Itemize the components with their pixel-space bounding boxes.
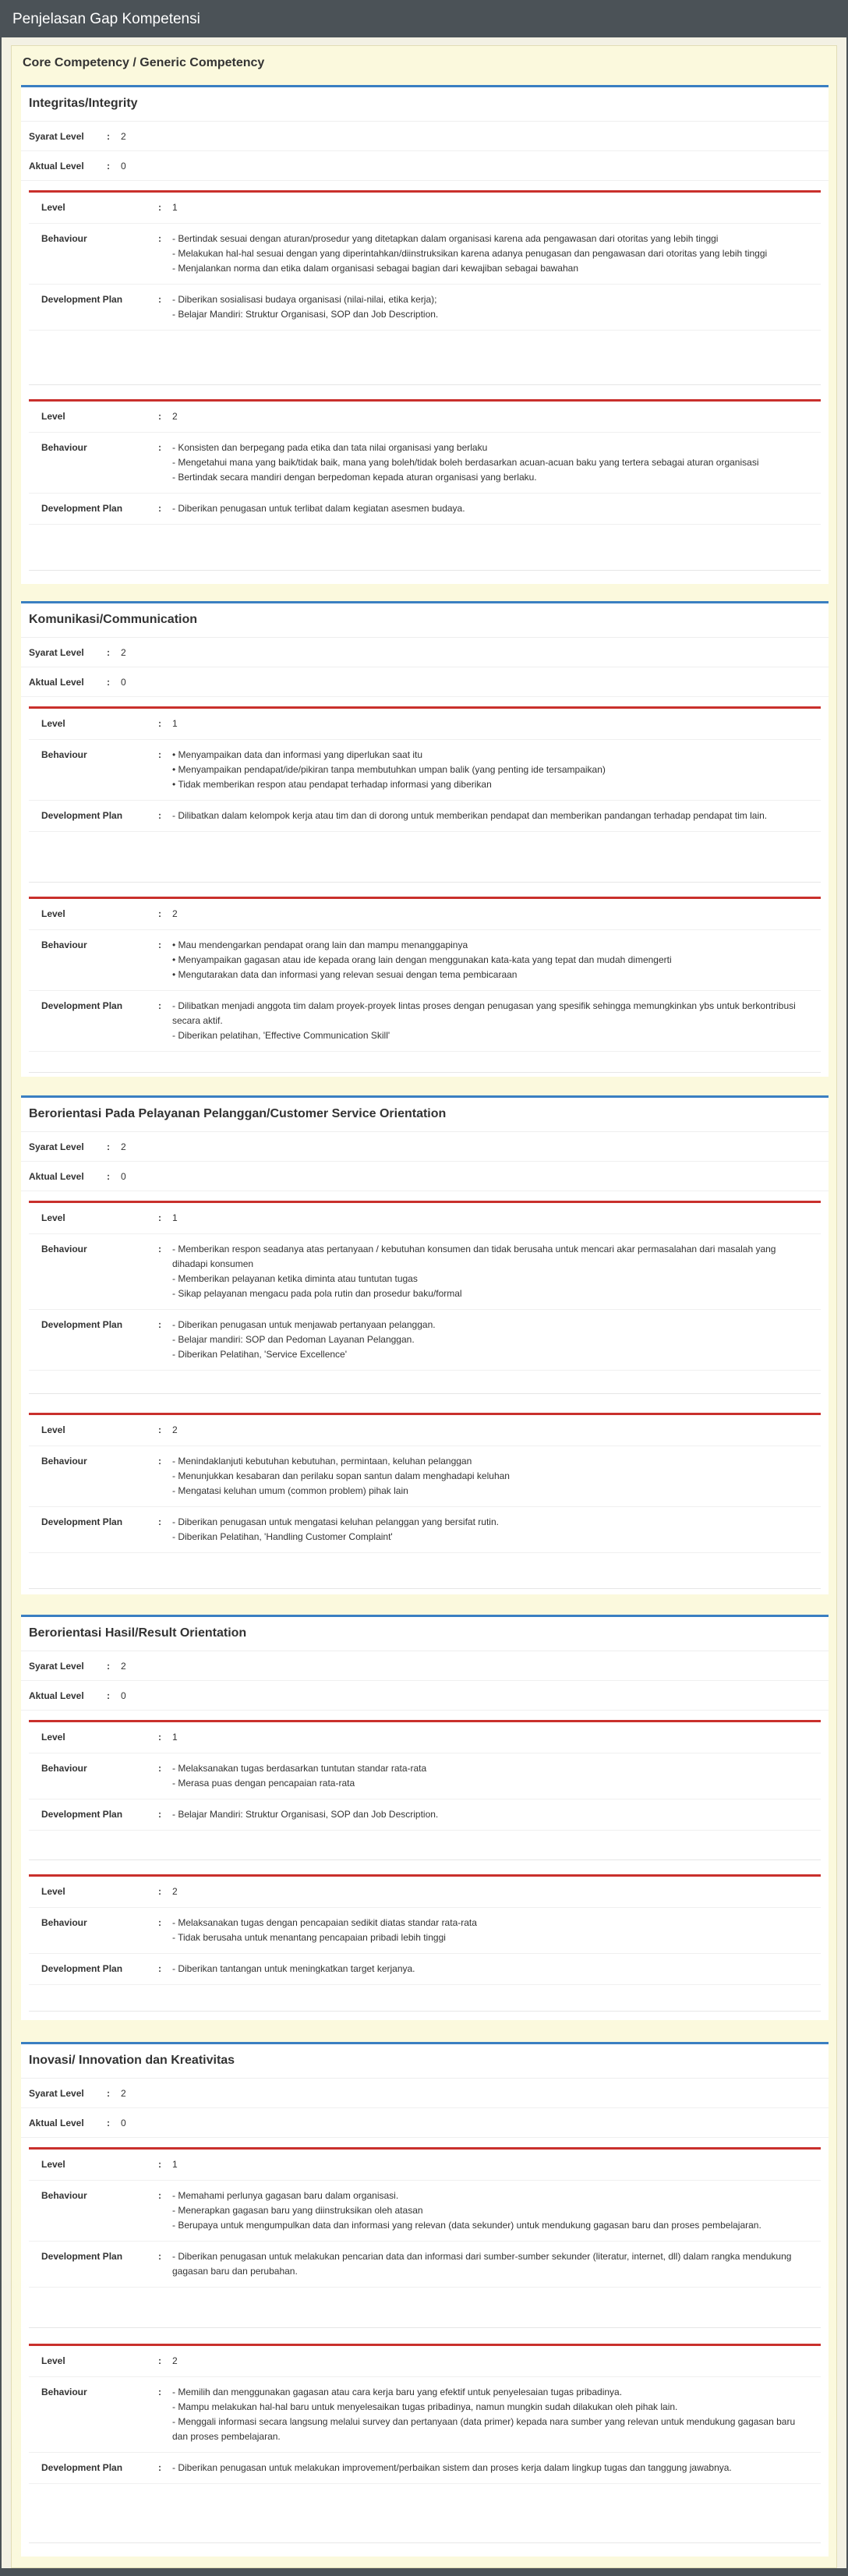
development-plan-value <box>172 2461 821 2475</box>
colon: : <box>158 2462 161 2473</box>
behaviour-value <box>172 2189 821 2233</box>
development-plan-value <box>172 1807 821 1822</box>
colon: : <box>158 503 161 514</box>
level-line: 1 <box>172 718 178 729</box>
development-plan-label: Development Plan <box>41 1000 123 1011</box>
aktual-level-label: Aktual Level <box>29 161 84 172</box>
behaviour-value <box>172 441 821 485</box>
behaviour-row <box>29 433 821 494</box>
development-plan-value <box>172 1318 821 1362</box>
behaviour-line: - Berupaya untuk mengumpulkan data dan informasi yang relevan (data sekunder) untuk mendukung gagasan baru dan proses pembelajaran. <box>172 2220 761 2231</box>
level-line: 1 <box>172 2159 178 2170</box>
colon: : <box>158 1886 161 1897</box>
colon: : <box>158 1809 161 1820</box>
behaviour-value <box>172 748 821 792</box>
level-row <box>29 193 821 224</box>
competency-title: Komunikasi/Communication <box>21 603 829 638</box>
behaviour-label: Behaviour <box>41 442 87 453</box>
colon: : <box>158 2355 161 2366</box>
syarat-level-row <box>21 1132 829 1162</box>
level-label: Level <box>41 718 65 729</box>
aktual-level-row <box>21 151 829 181</box>
behaviour-row <box>29 1446 821 1507</box>
level-value <box>172 1211 821 1226</box>
behaviour-line: • Mengutarakan data dan informasi yang relevan sesuai dengan tema pembicaraan <box>172 969 518 980</box>
window-bottom-bar <box>2 2568 846 2574</box>
development-plan-line: - Belajar Mandiri: Struktur Organisasi, SOP dan Job Description. <box>172 1809 439 1820</box>
level-box <box>29 1413 821 1589</box>
development-plan-line: - Diberikan penugasan untuk menjawab pertanyaan pelanggan. <box>172 1319 436 1330</box>
syarat-level-label: Syarat Level <box>29 647 84 658</box>
aktual-level-value: 0 <box>121 161 126 172</box>
level-value <box>172 2354 821 2369</box>
behaviour-line: • Menyampaikan data dan informasi yang diperlukan saat itu <box>172 749 423 760</box>
behaviour-row <box>29 2181 821 2242</box>
colon: : <box>158 442 161 453</box>
development-plan-label: Development Plan <box>41 503 123 514</box>
behaviour-label: Behaviour <box>41 1244 87 1254</box>
colon: : <box>158 294 161 305</box>
behaviour-line: - Memberikan pelayanan ketika diminta atau tuntutan tugas <box>172 1273 418 1284</box>
level-box <box>29 2147 821 2328</box>
behaviour-label: Behaviour <box>41 1456 87 1467</box>
level-value <box>172 200 821 215</box>
development-plan-row <box>29 1799 821 1831</box>
aktual-level-value: 0 <box>121 1690 126 1701</box>
colon: : <box>107 1661 110 1672</box>
behaviour-value <box>172 2385 821 2444</box>
level-row <box>29 709 821 740</box>
competency-section <box>21 2042 829 2557</box>
level-row <box>29 899 821 930</box>
level-label: Level <box>41 1212 65 1223</box>
syarat-level-label: Syarat Level <box>29 2088 84 2099</box>
colon: : <box>158 202 161 213</box>
colon: : <box>158 2159 161 2170</box>
development-plan-row <box>29 494 821 525</box>
level-box <box>29 706 821 883</box>
behaviour-line: - Sikap pelayanan mengacu pada pola rutin dan prosedur baku/formal <box>172 1288 462 1299</box>
level-row <box>29 1415 821 1446</box>
behaviour-line: - Menjalankan norma dan etika dalam organisasi sebagai bagian dari kewajiban sebagai bawahan <box>172 263 579 274</box>
level-label: Level <box>41 1424 65 1435</box>
level-label: Level <box>41 2159 65 2170</box>
level-label: Level <box>41 202 65 213</box>
development-plan-line: - Dilibatkan dalam kelompok kerja atau tim dan di dorong untuk memberikan pendapat dan memberikan pandangan terhadap pendapat tim lain. <box>172 810 768 821</box>
level-label: Level <box>41 1732 65 1743</box>
syarat-level-label: Syarat Level <box>29 1141 84 1152</box>
behaviour-row <box>29 740 821 801</box>
development-plan-row <box>29 991 821 1052</box>
behaviour-row <box>29 224 821 285</box>
level-value <box>172 717 821 731</box>
development-plan-line: - Diberikan sosialisasi budaya organisasi (nilai-nilai, etika kerja); <box>172 294 437 305</box>
development-plan-label: Development Plan <box>41 810 123 821</box>
colon: : <box>158 718 161 729</box>
development-plan-label: Development Plan <box>41 1319 123 1330</box>
colon: : <box>158 411 161 422</box>
colon: : <box>158 1963 161 1974</box>
behaviour-line: - Menggali informasi secara langsung melalui survey dan pertanyaan (data primer) kepada nara sumber yang relevan untuk mendukung gagasan baru dan proses pembelajaran. <box>172 2416 796 2442</box>
level-box <box>29 190 821 385</box>
syarat-level-value: 2 <box>121 131 126 142</box>
level-box <box>29 1201 821 1394</box>
level-label: Level <box>41 2355 65 2366</box>
colon: : <box>158 1516 161 1527</box>
syarat-level-value: 2 <box>121 647 126 658</box>
colon: : <box>107 2118 110 2128</box>
behaviour-line: • Menyampaikan gagasan atau ide kepada orang lain dengan menggunakan kata-kata yang tepat dan mudah dimengerti <box>172 954 672 965</box>
level-row <box>29 1877 821 1908</box>
level-row <box>29 1203 821 1234</box>
behaviour-value <box>172 1916 821 1945</box>
behaviour-value <box>172 1242 821 1301</box>
colon: : <box>158 1424 161 1435</box>
behaviour-line: - Mampu melakukan hal-hal baru untuk menyelesaikan tugas pribadinya, namun mungkin sudah dilakukan oleh pihak lain. <box>172 2401 678 2412</box>
behaviour-line: - Melaksanakan tugas dengan pencapaian sedikit diatas standar rata-rata <box>172 1917 477 1928</box>
syarat-level-row <box>21 2079 829 2108</box>
behaviour-value <box>172 232 821 276</box>
syarat-level-row <box>21 1651 829 1681</box>
development-plan-line: - Belajar Mandiri: Struktur Organisasi, SOP dan Job Description. <box>172 309 439 320</box>
aktual-level-row <box>21 2108 829 2138</box>
level-box <box>29 2344 821 2543</box>
syarat-level-row <box>21 122 829 151</box>
competency-section <box>21 601 829 1077</box>
development-plan-line: - Belajar mandiri: SOP dan Pedoman Layanan Pelanggan. <box>172 1334 415 1345</box>
level-line: 2 <box>172 1424 178 1435</box>
behaviour-label: Behaviour <box>41 2387 87 2397</box>
syarat-level-label: Syarat Level <box>29 1661 84 1672</box>
colon: : <box>107 1141 110 1152</box>
level-value <box>172 409 821 424</box>
colon: : <box>158 1732 161 1743</box>
aktual-level-row <box>21 667 829 697</box>
competency-title: Berorientasi Hasil/Result Orientation <box>21 1617 829 1651</box>
level-value <box>172 907 821 922</box>
behaviour-line: - Melakukan hal-hal sesuai dengan yang diperintahkan/diinstruksikan karena adanya penugasan dan pengawasan dari otoritas yang lebih tinggi <box>172 248 768 259</box>
behaviour-value <box>172 938 821 982</box>
behaviour-line: - Merasa puas dengan pencapaian rata-rata <box>172 1778 355 1789</box>
colon: : <box>158 1212 161 1223</box>
behaviour-label: Behaviour <box>41 2190 87 2201</box>
colon: : <box>158 810 161 821</box>
development-plan-label: Development Plan <box>41 2462 123 2473</box>
competency-title: Integritas/Integrity <box>21 87 829 122</box>
behaviour-label: Behaviour <box>41 1763 87 1774</box>
syarat-level-value: 2 <box>121 1661 126 1672</box>
development-plan-line: - Diberikan pelatihan, 'Effective Communication Skill' <box>172 1030 390 1041</box>
level-line: 2 <box>172 1886 178 1897</box>
development-plan-row <box>29 2242 821 2288</box>
development-plan-line: - Diberikan Pelatihan, 'Service Excellence' <box>172 1349 348 1360</box>
level-label: Level <box>41 1886 65 1897</box>
colon: : <box>107 1171 110 1182</box>
development-plan-label: Development Plan <box>41 1963 123 1974</box>
syarat-level-label: Syarat Level <box>29 131 84 142</box>
colon: : <box>107 131 110 142</box>
aktual-level-label: Aktual Level <box>29 677 84 688</box>
level-row <box>29 2150 821 2181</box>
development-plan-line: - Diberikan Pelatihan, 'Handling Customer Complaint' <box>172 1531 393 1542</box>
colon: : <box>158 2251 161 2262</box>
level-value <box>172 1730 821 1745</box>
behaviour-value <box>172 1454 821 1499</box>
development-plan-value <box>172 292 821 322</box>
level-value <box>172 1423 821 1438</box>
behaviour-line: - Menindaklanjuti kebutuhan kebutuhan, permintaan, keluhan pelanggan <box>172 1456 472 1467</box>
behaviour-line: - Tidak berusaha untuk menantang pencapaian pribadi lebih tinggi <box>172 1932 446 1943</box>
development-plan-value <box>172 1515 821 1545</box>
colon: : <box>158 1000 161 1011</box>
behaviour-line: - Menerapkan gagasan baru yang diinstruksikan oleh atasan <box>172 2205 423 2216</box>
level-value <box>172 2157 821 2172</box>
behaviour-line: • Tidak memberikan respon atau pendapat terhadap informasi yang diberikan <box>172 779 492 790</box>
level-box <box>29 1720 821 1860</box>
colon: : <box>158 1244 161 1254</box>
aktual-level-row <box>21 1681 829 1711</box>
level-line: 2 <box>172 908 178 919</box>
colon: : <box>158 1917 161 1928</box>
behaviour-line: • Menyampaikan pendapat/ide/pikiran tanpa membutuhkan umpan balik (yang penting ide tersampaikan) <box>172 764 606 775</box>
behaviour-label: Behaviour <box>41 749 87 760</box>
competency-section <box>21 1615 829 2020</box>
development-plan-line: - Diberikan tantangan untuk meningkatkan target kerjanya. <box>172 1963 415 1974</box>
development-plan-value <box>172 1962 821 1976</box>
colon: : <box>158 939 161 950</box>
behaviour-line: - Mengatasi keluhan umum (common problem) pihak lain <box>172 1485 408 1496</box>
colon: : <box>158 2190 161 2201</box>
level-line: 1 <box>172 202 178 213</box>
colon: : <box>158 2387 161 2397</box>
behaviour-line: - Memahami perlunya gagasan baru dalam organisasi. <box>172 2190 399 2201</box>
colon: : <box>158 749 161 760</box>
development-plan-value <box>172 2249 821 2279</box>
competency-section <box>21 1095 829 1594</box>
colon: : <box>158 233 161 244</box>
colon: : <box>158 1456 161 1467</box>
development-plan-row <box>29 2453 821 2484</box>
aktual-level-row <box>21 1162 829 1191</box>
development-plan-label: Development Plan <box>41 2251 123 2262</box>
behaviour-line: - Memilih dan menggunakan gagasan atau cara kerja baru yang efektif untuk penyelesaian tugas pribadinya. <box>172 2387 623 2397</box>
behaviour-row <box>29 1234 821 1310</box>
colon: : <box>107 677 110 688</box>
behaviour-line: - Mengetahui mana yang baik/tidak baik, mana yang boleh/tidak boleh berdasarkan acuan-acuan baku yang tertera sebagai aturan organisasi <box>172 457 759 468</box>
level-row <box>29 2346 821 2377</box>
behaviour-row <box>29 930 821 991</box>
development-plan-value <box>172 501 821 516</box>
competency-title: Berorientasi Pada Pelayanan Pelanggan/Customer Service Orientation <box>21 1098 829 1132</box>
development-plan-line: - Dilibatkan menjadi anggota tim dalam proyek-proyek lintas proses dengan penugasan yang spesifik sehingga memungkinkan ybs untuk berkontribusi secara aktif. <box>172 1000 796 1026</box>
level-box <box>29 1874 821 2012</box>
behaviour-line: - Memberikan respon seadanya atas pertanyaan / kebutuhan konsumen dan tidak berusaha untuk mencari akar permasalahan dari masalah yang dihadapi konsumen <box>172 1244 776 1269</box>
colon: : <box>107 1690 110 1701</box>
level-line: 1 <box>172 1212 178 1223</box>
development-plan-label: Development Plan <box>41 294 123 305</box>
level-value <box>172 1884 821 1899</box>
behaviour-row <box>29 1908 821 1954</box>
aktual-level-label: Aktual Level <box>29 1171 84 1182</box>
competency-section <box>21 85 829 584</box>
development-plan-row <box>29 1310 821 1371</box>
level-label: Level <box>41 411 65 422</box>
development-plan-label: Development Plan <box>41 1809 123 1820</box>
aktual-level-value: 0 <box>121 2118 126 2128</box>
development-plan-row <box>29 1954 821 1985</box>
development-plan-label: Development Plan <box>41 1516 123 1527</box>
development-plan-line: - Diberikan penugasan untuk terlibat dalam kegiatan asesmen budaya. <box>172 503 465 514</box>
colon: : <box>107 161 110 172</box>
development-plan-row <box>29 285 821 331</box>
level-row <box>29 402 821 433</box>
development-plan-row <box>29 801 821 832</box>
behaviour-line: - Melaksanakan tugas berdasarkan tuntutan standar rata-rata <box>172 1763 427 1774</box>
behaviour-label: Behaviour <box>41 233 87 244</box>
development-plan-value <box>172 999 821 1043</box>
level-row <box>29 1722 821 1753</box>
behaviour-line: • Mau mendengarkan pendapat orang lain dan mampu menanggapinya <box>172 939 468 950</box>
syarat-level-row <box>21 638 829 667</box>
colon: : <box>158 1319 161 1330</box>
aktual-level-value: 0 <box>121 1171 126 1182</box>
colon: : <box>107 647 110 658</box>
development-plan-line: - Diberikan penugasan untuk mengatasi keluhan pelanggan yang bersifat rutin. <box>172 1516 499 1527</box>
behaviour-value <box>172 1761 821 1791</box>
behaviour-line: - Bertindak sesuai dengan aturan/prosedur yang ditetapkan dalam organisasi karena ada pengawasan dari otoritas yang lebih tinggi <box>172 233 719 244</box>
behaviour-row <box>29 2377 821 2453</box>
level-label: Level <box>41 908 65 919</box>
competency-panel <box>11 45 837 2568</box>
panel-title: Core Competency / Generic Competency <box>23 56 265 69</box>
colon: : <box>158 1763 161 1774</box>
aktual-level-label: Aktual Level <box>29 2118 84 2128</box>
behaviour-line: - Bertindak secara mandiri dengan berpedoman kepada aturan organisasi yang berlaku. <box>172 472 537 483</box>
colon: : <box>158 908 161 919</box>
syarat-level-value: 2 <box>121 1141 126 1152</box>
behaviour-label: Behaviour <box>41 1917 87 1928</box>
development-plan-value <box>172 809 821 823</box>
level-line: 1 <box>172 1732 178 1743</box>
colon: : <box>107 2088 110 2099</box>
level-box <box>29 897 821 1073</box>
aktual-level-label: Aktual Level <box>29 1690 84 1701</box>
development-plan-line: - Diberikan penugasan untuk melakukan improvement/perbaikan sistem dan proses kerja dalam lingkup tugas dan tanggung jawabnya. <box>172 2462 732 2473</box>
behaviour-line: - Menunjukkan kesabaran dan perilaku sopan santun dalam menghadapi keluhan <box>172 1470 510 1481</box>
level-box <box>29 399 821 571</box>
level-line: 2 <box>172 2355 178 2366</box>
development-plan-row <box>29 1507 821 1553</box>
behaviour-row <box>29 1753 821 1799</box>
behaviour-label: Behaviour <box>41 939 87 950</box>
behaviour-line: - Konsisten dan berpegang pada etika dan tata nilai organisasi yang berlaku <box>172 442 488 453</box>
competency-title: Inovasi/ Innovation dan Kreativitas <box>21 2044 829 2079</box>
development-plan-line: - Diberikan penugasan untuk melakukan pencarian data dan informasi dari sumber-sumber sekunder (literatur, internet, dll) dalam rangka mendukung gagasan baru dan perubahan. <box>172 2251 792 2277</box>
window-title: Penjelasan Gap Kompetensi <box>2 2 846 37</box>
syarat-level-value: 2 <box>121 2088 126 2099</box>
aktual-level-value: 0 <box>121 677 126 688</box>
level-line: 2 <box>172 411 178 422</box>
